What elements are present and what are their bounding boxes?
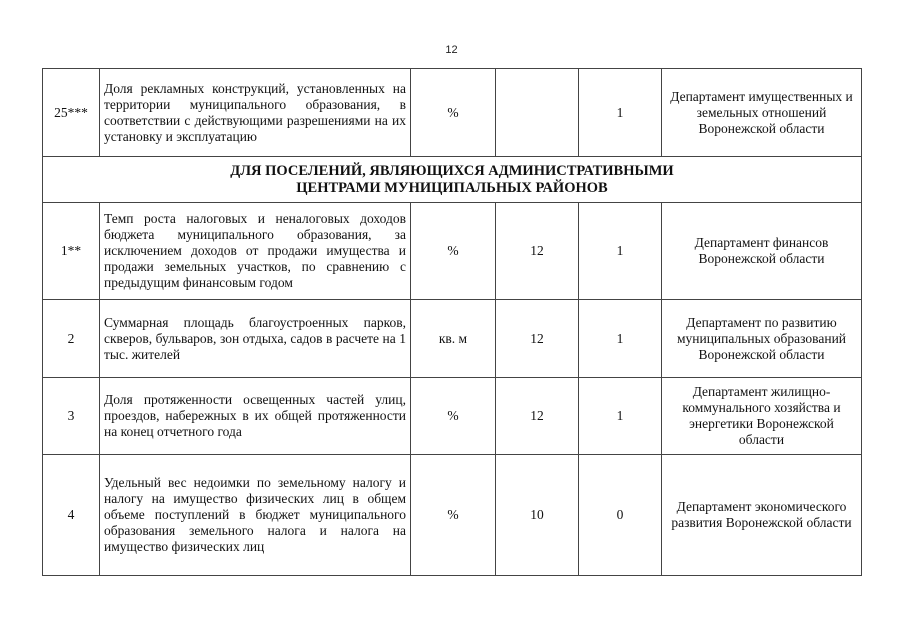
value-cell: 1: [579, 203, 662, 300]
responsible-department: Департамент имущественных и земельных отношений Воронежской области: [662, 69, 862, 157]
indicators-table: [42, 68, 862, 576]
page-number: 12: [445, 44, 458, 56]
table-row: [43, 69, 862, 157]
value-cell: 0: [579, 455, 662, 576]
row-number: 3: [43, 378, 100, 455]
value-cell: 12: [496, 300, 579, 378]
responsible-department: Департамент экономического развития Воронежской области: [662, 455, 862, 576]
unit-of-measure: кв. м: [411, 300, 496, 378]
row-number: 4: [43, 455, 100, 576]
unit-of-measure: %: [411, 69, 496, 157]
responsible-department: Департамент финансов Воронежской области: [662, 203, 862, 300]
value-cell: 10: [496, 455, 579, 576]
table-row: [43, 455, 862, 576]
value-cell: [496, 69, 579, 157]
responsible-department: Департамент по развитию муниципальных образований Воронежской области: [662, 300, 862, 378]
unit-of-measure: %: [411, 378, 496, 455]
section-header-row: [43, 157, 862, 203]
value-cell: 1: [579, 69, 662, 157]
table-row: [43, 203, 862, 300]
table-row: [43, 300, 862, 378]
unit-of-measure: %: [411, 455, 496, 576]
section-header-text: ДЛЯ ПОСЕЛЕНИЙ, ЯВЛЯЮЩИХСЯ АДМИНИСТРАТИВНЫМИ ЦЕНТРАМИ МУНИЦИПАЛЬНЫХ РАЙОНОВ: [230, 162, 674, 196]
row-number: 25***: [43, 69, 100, 157]
responsible-department: Департамент жилищно-коммунального хозяйства и энергетики Воронежской области: [662, 378, 862, 455]
table-row: [43, 378, 862, 455]
unit-of-measure: %: [411, 203, 496, 300]
value-cell: 1: [579, 378, 662, 455]
value-cell: 12: [496, 378, 579, 455]
indicator-description: Доля рекламных конструкций, установленных на территории муниципального образования, в соответствии с действующими разрешениями на их установку и эксплуатацию: [100, 69, 411, 157]
indicator-description: Суммарная площадь благоустроенных парков, скверов, бульваров, зон отдыха, садов в расчете на 1 тыс. жителей: [100, 300, 411, 378]
section-header: [43, 157, 862, 203]
indicator-description: Темп роста налоговых и неналоговых доходов бюджета муниципального образования, за исключением доходов от продажи имущества и продажи земельных участков, по сравнению с предыдущим финансовым годом: [100, 203, 411, 300]
row-number: 2: [43, 300, 100, 378]
indicator-description: Доля протяженности освещенных частей улиц, проездов, набережных в их общей протяженности на конец отчетного года: [100, 378, 411, 455]
value-cell: 1: [579, 300, 662, 378]
row-number: 1**: [43, 203, 100, 300]
indicator-description: Удельный вес недоимки по земельному налогу и налогу на имущество физических лиц в общем объеме поступлений в бюджет муниципального образования земельного налога и налога на имущество физических лиц: [100, 455, 411, 576]
value-cell: 12: [496, 203, 579, 300]
